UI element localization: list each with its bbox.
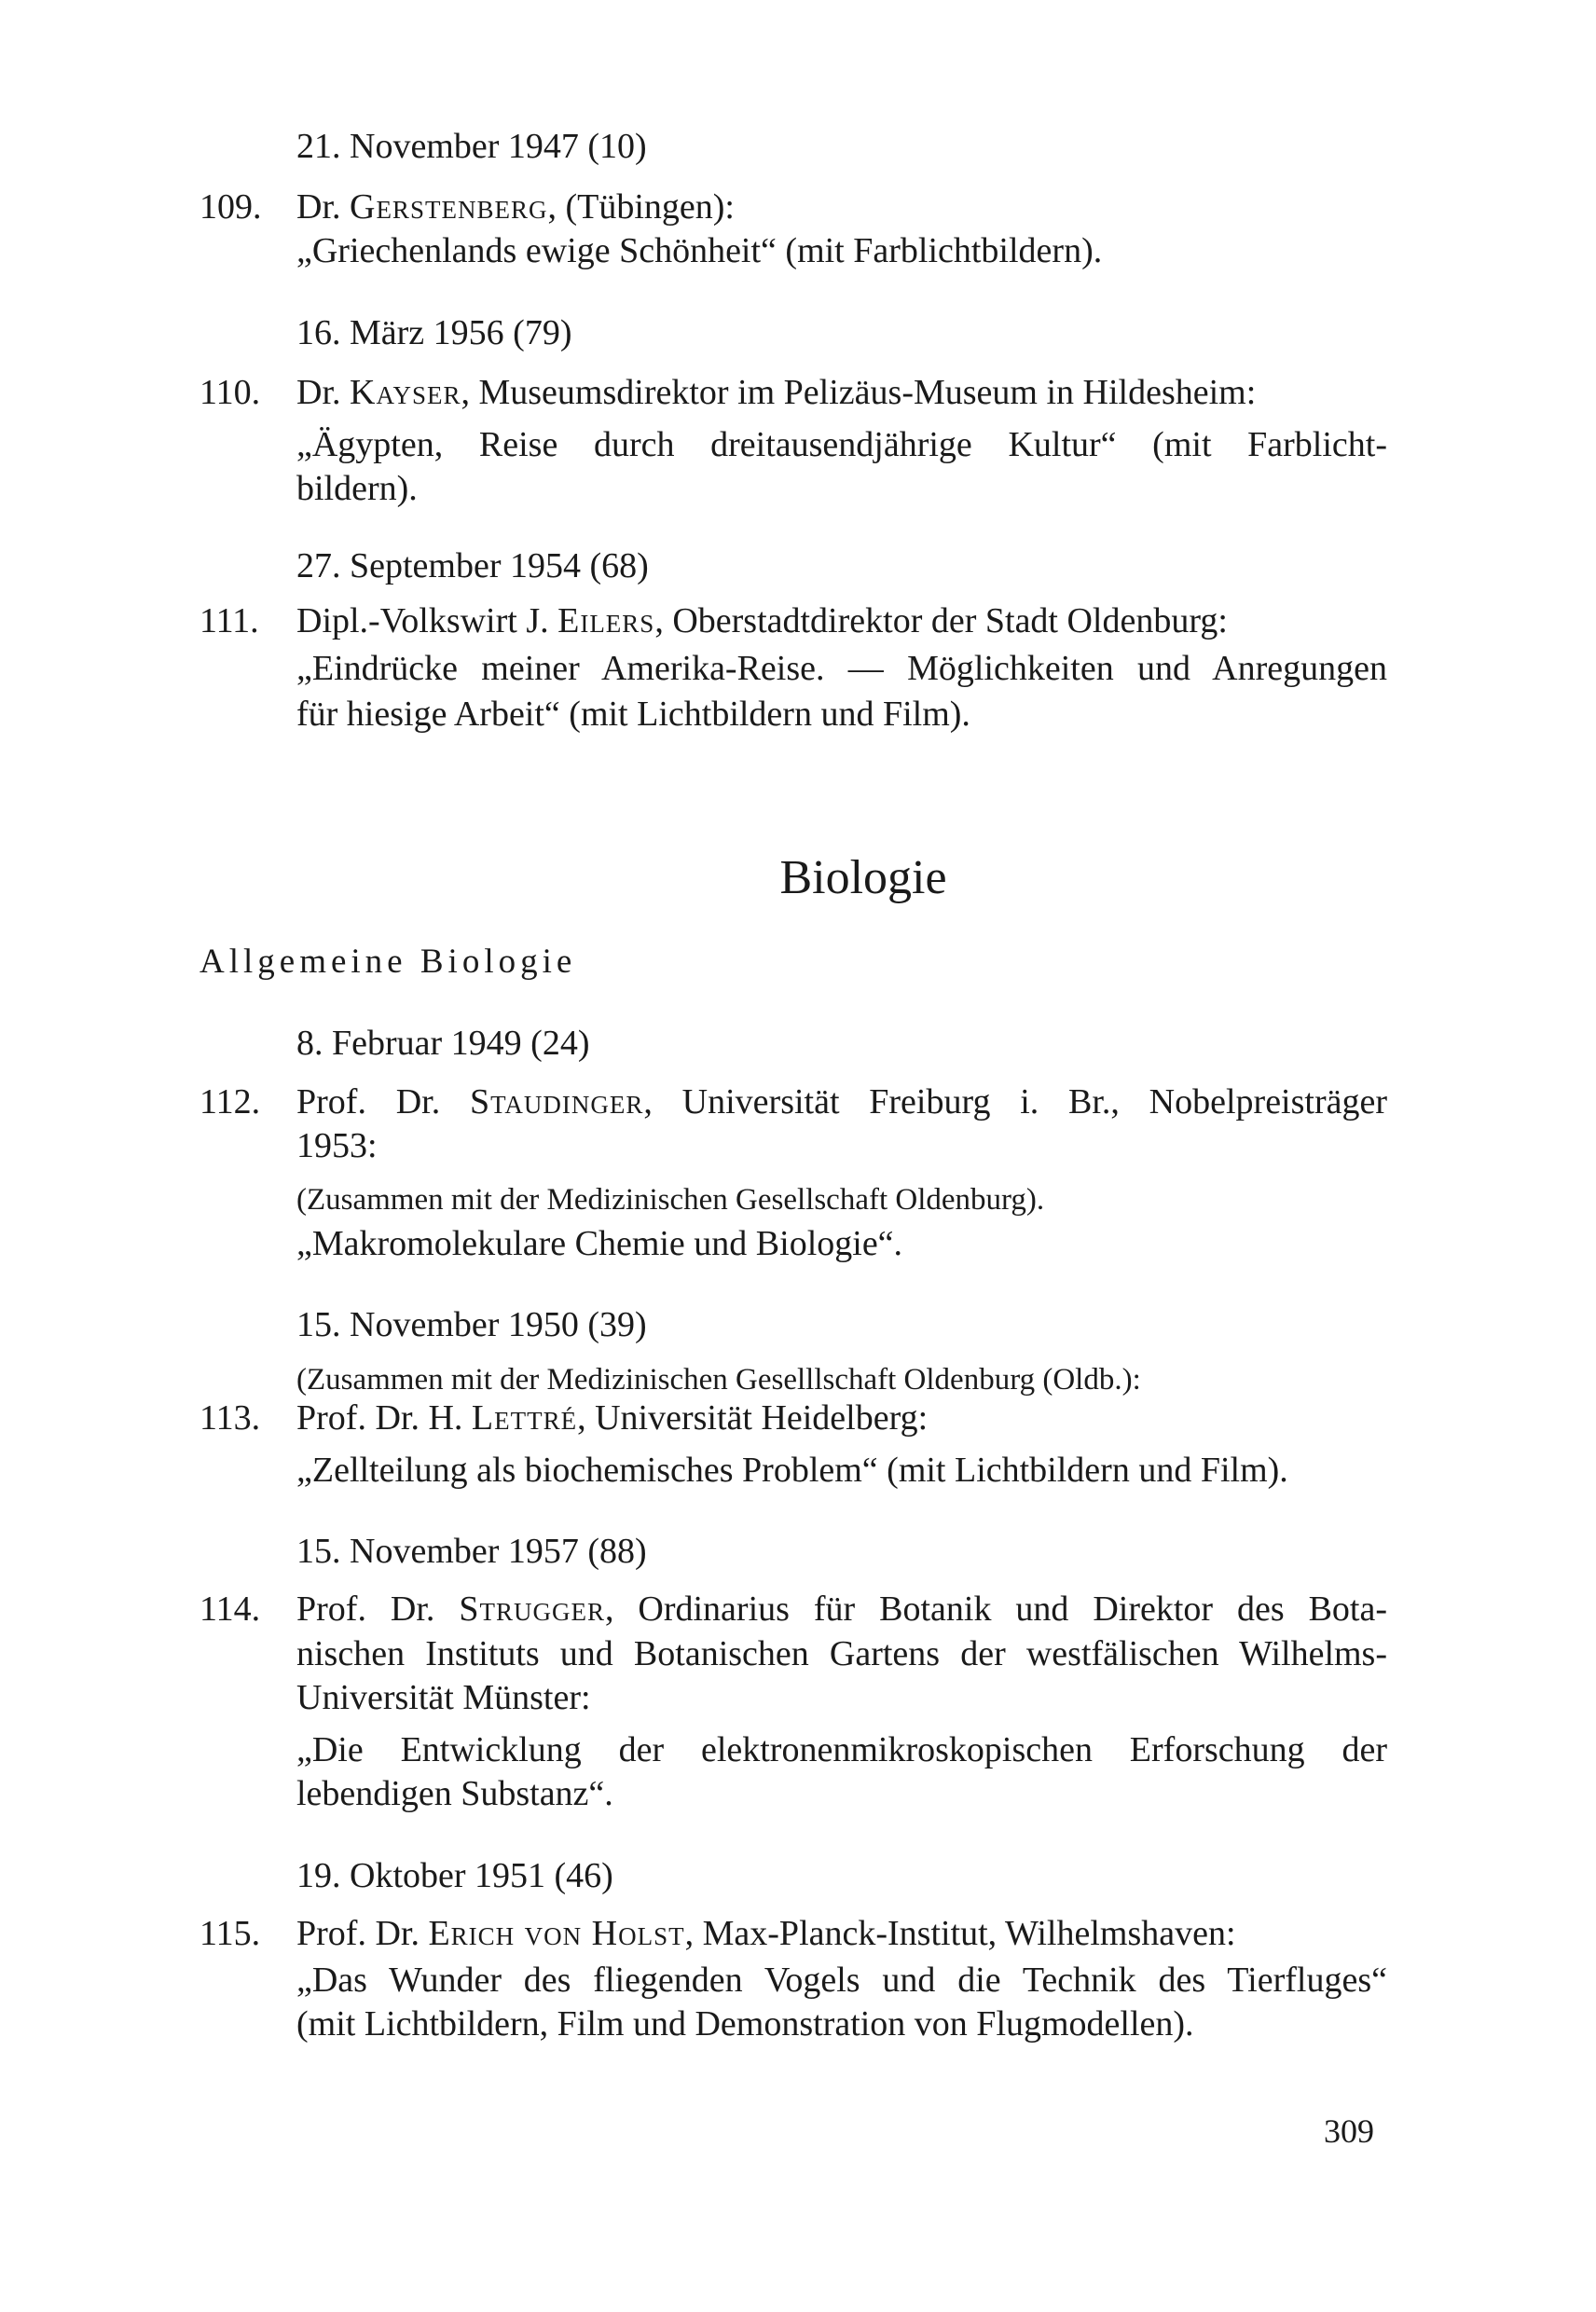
speaker-title: Dr. bbox=[296, 187, 341, 227]
speaker-title: Prof. Dr. H. bbox=[296, 1398, 463, 1438]
entry-speaker bbox=[296, 1080, 1387, 1124]
speaker-name: Eilers bbox=[557, 601, 655, 640]
speaker-affiliation-line: Universität Münster: bbox=[296, 1678, 591, 1717]
talk-title-line: „Eindrücke meiner Amerika-Reise. — Möglichkeiten und Anregungen bbox=[296, 649, 1387, 688]
speaker-affiliation: , Ordinarius für Botanik und Direktor des Bota- bbox=[604, 1590, 1387, 1629]
talk-title-line: „Die Entwicklung der elektronenmikroskopischen Erforschung der bbox=[296, 1730, 1387, 1769]
talk-title-line: für hiesige Arbeit“ (mit Lichtbildern und Film). bbox=[296, 695, 970, 734]
speaker-affiliation: , (Tübingen): bbox=[547, 187, 735, 227]
entry-number: 115. bbox=[200, 1914, 261, 1953]
talk-title: „Zellteilung als biochemisches Problem“ (mit Lichtbildern und Film). bbox=[296, 1451, 1288, 1490]
talk-title-line: bildern). bbox=[296, 469, 418, 508]
entry-speaker bbox=[296, 599, 1228, 643]
entry-note: (Zusammen mit der Medizinischen Geselllschaft Oldenburg (Oldb.): bbox=[296, 1363, 1141, 1397]
entry-speaker bbox=[296, 370, 1256, 415]
entry-number: 110. bbox=[200, 373, 261, 412]
speaker-affiliation-line: nischen Instituts und Botanischen Gartens der westfälischen Wilhelms- bbox=[296, 1634, 1387, 1673]
talk-title-line: (mit Lichtbildern, Film und Demonstration von Flugmodellen). bbox=[296, 2004, 1194, 2044]
entry-number: 109. bbox=[200, 187, 262, 227]
entry-number: 112. bbox=[200, 1082, 261, 1122]
entry-number: 113. bbox=[200, 1398, 261, 1438]
entry-date: 8. Februar 1949 (24) bbox=[296, 1024, 590, 1063]
speaker-title: Prof. Dr. bbox=[296, 1914, 420, 1953]
entry-date: 21. November 1947 (10) bbox=[296, 127, 647, 166]
entry-number: 111. bbox=[200, 601, 259, 640]
entry-speaker bbox=[296, 1396, 928, 1440]
speaker-affiliation: , Universität Heidelberg: bbox=[577, 1398, 929, 1438]
speaker-affiliation-line: 1953: bbox=[296, 1126, 378, 1165]
entry-note: (Zusammen mit der Medizinischen Gesellschaft Oldenburg). bbox=[296, 1183, 1045, 1217]
entry-date: 27. September 1954 (68) bbox=[296, 546, 649, 585]
speaker-affiliation: , Oberstadtdirektor der Stadt Oldenburg: bbox=[654, 601, 1228, 640]
talk-title-line: „Das Wunder des fliegenden Vogels und die Technik des Tierfluges“ bbox=[296, 1961, 1387, 2000]
speaker-name: Strugger bbox=[459, 1590, 605, 1629]
page-number: 309 bbox=[1324, 2112, 1374, 2150]
speaker-affiliation: , Max-Planck-Institut, Wilhelmshaven: bbox=[684, 1914, 1236, 1953]
entry-speaker bbox=[296, 1911, 1236, 1956]
speaker-affiliation: , Museumsdirektor im Pelizäus-Museum in Hildesheim: bbox=[461, 373, 1257, 412]
entry-speaker bbox=[296, 1587, 1387, 1631]
talk-title: „Griechenlands ewige Schönheit“ (mit Farblichtbildern). bbox=[296, 231, 1103, 270]
speaker-name: Staudinger bbox=[469, 1082, 644, 1122]
entry-number: 114. bbox=[200, 1590, 261, 1629]
speaker-title: Prof. Dr. bbox=[296, 1082, 441, 1122]
entry-date: 15. November 1957 (88) bbox=[296, 1532, 647, 1571]
speaker-name: Lettré bbox=[471, 1398, 578, 1438]
entry-date: 15. November 1950 (39) bbox=[296, 1305, 647, 1344]
speaker-name: Gerstenberg bbox=[350, 187, 548, 227]
talk-title-line: lebendigen Substanz“. bbox=[296, 1774, 613, 1813]
speaker-name: Kayser bbox=[350, 373, 461, 412]
section-title: Biologie bbox=[779, 851, 947, 904]
speaker-title: Prof. Dr. bbox=[296, 1590, 435, 1629]
entry-date: 16. März 1956 (79) bbox=[296, 313, 572, 352]
speaker-title: Dr. bbox=[296, 373, 341, 412]
speaker-title: Dipl.-Volkswirt J. bbox=[296, 601, 549, 640]
talk-title: „Makromolekulare Chemie und Biologie“. bbox=[296, 1224, 903, 1263]
entry-date: 19. Oktober 1951 (46) bbox=[296, 1856, 613, 1895]
talk-title-line: „Ägypten, Reise durch dreitausendjährige Kultur“ (mit Farblicht- bbox=[296, 425, 1387, 464]
entry-speaker bbox=[296, 185, 735, 229]
speaker-affiliation: , Universität Freiburg i. Br., Nobelpreisträger bbox=[643, 1082, 1388, 1122]
subsection-title: Allgemeine Biologie bbox=[200, 943, 577, 981]
speaker-name: Erich von Holst bbox=[428, 1914, 685, 1953]
